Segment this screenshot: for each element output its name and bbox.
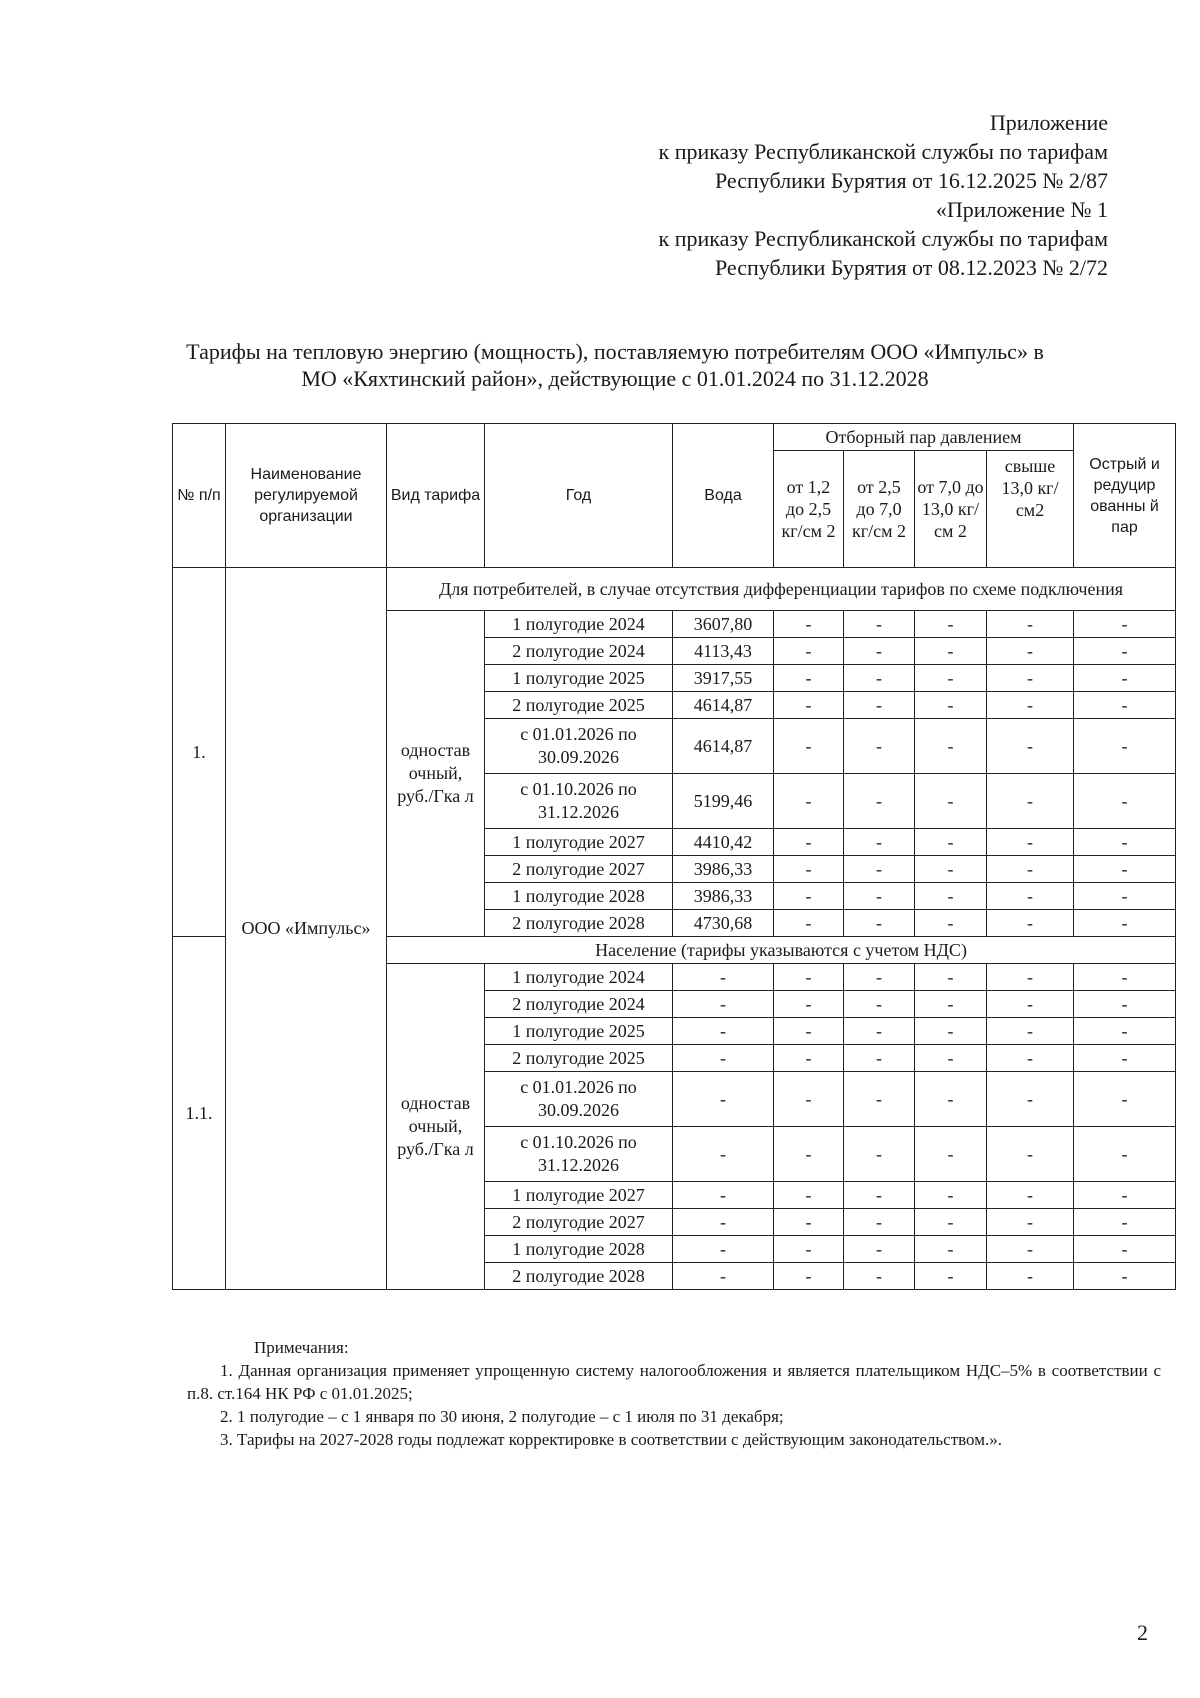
value-cell: -: [1074, 829, 1176, 856]
value-cell: -: [774, 991, 844, 1018]
value-cell: -: [774, 719, 844, 774]
value-cell: -: [774, 611, 844, 638]
header-org: Наименование регулируемой организации: [226, 424, 387, 568]
header-year: Год: [485, 424, 673, 568]
value-cell: -: [915, 856, 987, 883]
value-cell: -: [987, 1127, 1074, 1182]
appendix-line: к приказу Республиканской службы по тарифам: [658, 139, 1108, 164]
header-sharp-steam: Острый и редуцир ованны й пар: [1074, 424, 1176, 568]
value-cell: -: [915, 719, 987, 774]
value-cell: -: [844, 910, 915, 937]
value-cell: -: [987, 1209, 1074, 1236]
value-cell: -: [1074, 1236, 1176, 1263]
value-cell: -: [987, 829, 1074, 856]
appendix-line: Приложение: [989, 110, 1108, 135]
value-cell: -: [1074, 1263, 1176, 1290]
value-cell: -: [1074, 1182, 1176, 1209]
value-cell: -: [915, 1045, 987, 1072]
value-cell: -: [987, 1236, 1074, 1263]
value-cell: -: [774, 1018, 844, 1045]
header-steam-group: Отборный пар давлением: [774, 424, 1074, 451]
period-cell: 2 полугодие 2027: [485, 856, 673, 883]
period-cell: с 01.01.2026 по 30.09.2026: [485, 719, 673, 774]
header-num: № п/п: [173, 424, 226, 568]
document-title: [150, 338, 1080, 392]
value-cell: -: [915, 638, 987, 665]
water-cell: -: [673, 1045, 774, 1072]
value-cell: -: [844, 692, 915, 719]
value-cell: -: [774, 964, 844, 991]
section-number: 1.: [173, 568, 226, 937]
value-cell: -: [915, 1236, 987, 1263]
value-cell: -: [987, 1263, 1074, 1290]
value-cell: -: [987, 964, 1074, 991]
period-cell: 2 полугодие 2025: [485, 692, 673, 719]
header-steam-col: от 2,5 до 7,0 кг/см 2: [844, 451, 915, 568]
value-cell: -: [1074, 638, 1176, 665]
note-item: 2. 1 полугодие – с 1 января по 30 июня, 2 полугодие – с 1 июля по 31 декабря;: [220, 1407, 784, 1426]
value-cell: -: [844, 719, 915, 774]
value-cell: -: [844, 638, 915, 665]
notes-heading: Примечания:: [254, 1338, 349, 1357]
value-cell: -: [915, 1072, 987, 1127]
appendix-block: [659, 108, 1108, 282]
title-line-2: МО «Кяхтинский район», действующие с 01.01.2024 по 31.12.2028: [301, 366, 929, 391]
value-cell: -: [915, 611, 987, 638]
water-cell: -: [673, 1018, 774, 1045]
value-cell: -: [774, 1072, 844, 1127]
section-heading: Для потребителей, в случае отсутствия дифференциации тарифов по схеме подключения: [387, 568, 1176, 611]
value-cell: -: [844, 964, 915, 991]
note-item: 3. Тарифы на 2027-2028 годы подлежат корректировке в соответствии с действующим законодательством.».: [220, 1430, 1002, 1449]
water-cell: 4410,42: [673, 829, 774, 856]
value-cell: -: [915, 883, 987, 910]
value-cell: -: [844, 1236, 915, 1263]
water-cell: -: [673, 1127, 774, 1182]
section-number: 1.1.: [173, 937, 226, 1290]
value-cell: -: [987, 1072, 1074, 1127]
value-cell: -: [987, 1045, 1074, 1072]
note-item: 1. Данная организация применяет упрощенную систему налогообложения и является плательщиком НДС–5% в соответствии с п.8. ст.164 НК РФ с 01.01.2025;: [187, 1361, 1161, 1403]
value-cell: -: [987, 692, 1074, 719]
value-cell: -: [774, 692, 844, 719]
period-cell: 2 полугодие 2024: [485, 638, 673, 665]
appendix-line: Республики Бурятия от 08.12.2023 № 2/72: [714, 255, 1108, 280]
value-cell: -: [774, 883, 844, 910]
value-cell: -: [987, 883, 1074, 910]
header-steam-col: от 7,0 до 13,0 кг/см 2: [915, 451, 987, 568]
tariff-table: [172, 423, 1176, 1290]
value-cell: -: [915, 774, 987, 829]
period-cell: 1 полугодие 2027: [485, 1182, 673, 1209]
value-cell: -: [987, 611, 1074, 638]
value-cell: -: [774, 1236, 844, 1263]
value-cell: -: [1074, 665, 1176, 692]
value-cell: -: [987, 991, 1074, 1018]
value-cell: -: [774, 856, 844, 883]
value-cell: -: [915, 1018, 987, 1045]
value-cell: -: [774, 1182, 844, 1209]
value-cell: -: [987, 856, 1074, 883]
period-cell: 2 полугодие 2028: [485, 910, 673, 937]
period-cell: 1 полугодие 2025: [485, 1018, 673, 1045]
water-cell: 4614,87: [673, 692, 774, 719]
water-cell: -: [673, 1236, 774, 1263]
value-cell: -: [774, 1209, 844, 1236]
value-cell: -: [774, 1263, 844, 1290]
water-cell: 3986,33: [673, 883, 774, 910]
period-cell: 2 полугодие 2028: [485, 1263, 673, 1290]
value-cell: -: [1074, 1209, 1176, 1236]
value-cell: -: [774, 1045, 844, 1072]
value-cell: -: [915, 1182, 987, 1209]
value-cell: -: [915, 1263, 987, 1290]
value-cell: -: [915, 829, 987, 856]
value-cell: -: [844, 1182, 915, 1209]
value-cell: -: [915, 964, 987, 991]
value-cell: -: [915, 692, 987, 719]
period-cell: 1 полугодие 2025: [485, 665, 673, 692]
value-cell: -: [844, 1045, 915, 1072]
value-cell: -: [844, 829, 915, 856]
water-cell: 5199,46: [673, 774, 774, 829]
value-cell: -: [987, 719, 1074, 774]
value-cell: -: [1074, 910, 1176, 937]
period-cell: 2 полугодие 2027: [485, 1209, 673, 1236]
water-cell: 3986,33: [673, 856, 774, 883]
value-cell: -: [844, 883, 915, 910]
water-cell: -: [673, 1209, 774, 1236]
water-cell: 4113,43: [673, 638, 774, 665]
organization-name: ООО «Импульс»: [226, 568, 387, 1290]
water-cell: -: [673, 1182, 774, 1209]
period-cell: 1 полугодие 2028: [485, 883, 673, 910]
water-cell: -: [673, 1263, 774, 1290]
water-cell: -: [673, 1072, 774, 1127]
period-cell: 2 полугодие 2025: [485, 1045, 673, 1072]
period-cell: с 01.01.2026 по 30.09.2026: [485, 1072, 673, 1127]
value-cell: -: [1074, 611, 1176, 638]
period-cell: с 01.10.2026 по 31.12.2026: [485, 1127, 673, 1182]
period-cell: 1 полугодие 2024: [485, 964, 673, 991]
value-cell: -: [1074, 883, 1176, 910]
page-number: 2: [1137, 1620, 1148, 1645]
value-cell: -: [1074, 1127, 1176, 1182]
value-cell: -: [987, 910, 1074, 937]
header-steam-col: от 1,2 до 2,5 кг/см 2: [774, 451, 844, 568]
value-cell: -: [1074, 991, 1176, 1018]
value-cell: -: [1074, 774, 1176, 829]
period-cell: 2 полугодие 2024: [485, 991, 673, 1018]
value-cell: -: [1074, 692, 1176, 719]
value-cell: -: [844, 1127, 915, 1182]
value-cell: -: [1074, 1072, 1176, 1127]
value-cell: -: [1074, 964, 1176, 991]
value-cell: -: [844, 1263, 915, 1290]
table-body: [173, 568, 1176, 1290]
value-cell: -: [844, 991, 915, 1018]
value-cell: -: [774, 1127, 844, 1182]
water-cell: -: [673, 991, 774, 1018]
header-steam-col: свыше 13,0 кг/см2: [987, 451, 1074, 568]
header-kind: Вид тарифа: [387, 424, 485, 568]
appendix-line: к приказу Республиканской службы по тарифам: [658, 226, 1108, 251]
value-cell: -: [987, 665, 1074, 692]
period-cell: 1 полугодие 2028: [485, 1236, 673, 1263]
tariff-kind: одностав очный, руб./Гка л: [387, 611, 485, 937]
value-cell: -: [1074, 856, 1176, 883]
value-cell: -: [774, 774, 844, 829]
appendix-line: Республики Бурятия от 16.12.2025 № 2/87: [714, 168, 1108, 193]
header-water: Вода: [673, 424, 774, 568]
section-heading: Население (тарифы указываются с учетом НДС): [387, 937, 1176, 964]
notes-block: [187, 1336, 1161, 1451]
value-cell: -: [774, 638, 844, 665]
value-cell: -: [1074, 1018, 1176, 1045]
value-cell: -: [774, 829, 844, 856]
value-cell: -: [915, 991, 987, 1018]
value-cell: -: [915, 1127, 987, 1182]
value-cell: -: [915, 665, 987, 692]
title-line-1: Тарифы на тепловую энергию (мощность), поставляемую потребителям ООО «Импульс» в: [186, 339, 1044, 364]
period-cell: 1 полугодие 2027: [485, 829, 673, 856]
value-cell: -: [774, 665, 844, 692]
value-cell: -: [915, 910, 987, 937]
water-cell: 4730,68: [673, 910, 774, 937]
value-cell: -: [844, 856, 915, 883]
value-cell: -: [844, 611, 915, 638]
water-cell: -: [673, 964, 774, 991]
value-cell: -: [915, 1209, 987, 1236]
water-cell: 3607,80: [673, 611, 774, 638]
value-cell: -: [844, 774, 915, 829]
value-cell: -: [844, 1209, 915, 1236]
water-cell: 4614,87: [673, 719, 774, 774]
tariff-kind: одностав очный, руб./Гка л: [387, 964, 485, 1290]
appendix-line: «Приложение № 1: [935, 197, 1108, 222]
value-cell: -: [844, 665, 915, 692]
period-cell: с 01.10.2026 по 31.12.2026: [485, 774, 673, 829]
value-cell: -: [987, 638, 1074, 665]
value-cell: -: [1074, 1045, 1176, 1072]
value-cell: -: [774, 910, 844, 937]
value-cell: -: [1074, 719, 1176, 774]
value-cell: -: [844, 1072, 915, 1127]
value-cell: -: [987, 1182, 1074, 1209]
period-cell: 1 полугодие 2024: [485, 611, 673, 638]
water-cell: 3917,55: [673, 665, 774, 692]
value-cell: -: [844, 1018, 915, 1045]
value-cell: -: [987, 774, 1074, 829]
value-cell: -: [987, 1018, 1074, 1045]
